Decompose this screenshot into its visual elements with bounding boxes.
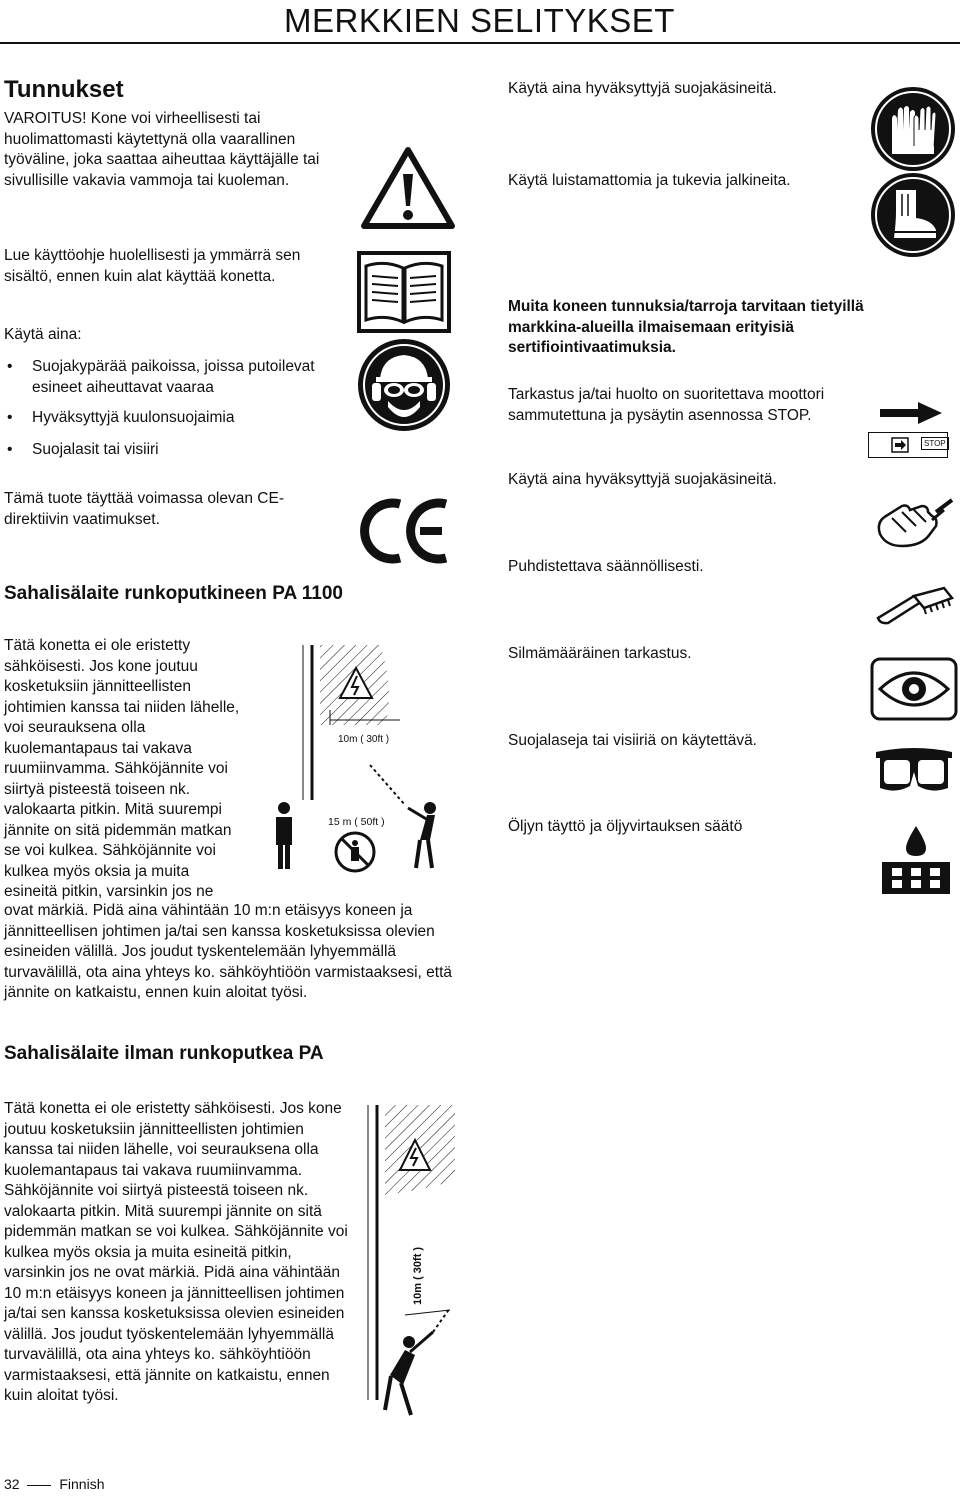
- text-line: valokaarta pitkin. Mitä suurempi: [4, 801, 222, 818]
- page-footer: [4, 1476, 105, 1492]
- text-line: jännite on sitä pidemmän matkan: [4, 821, 232, 839]
- warning-text: VAROITUS! Kone voi virheellisesti tai huolimattomasti käytettynä olla vaarallinen työväline, joka saattaa aiheuttaa käyttäjälle tai sivullisille vakavia vammoja tai kuoleman.: [4, 110, 320, 189]
- always-use-label: Käytä aina:: [4, 326, 82, 343]
- text-line: se voi kulkea. Sähköjännite voi: [4, 842, 216, 859]
- page-title: MERKKIEN SELITYKSET: [284, 2, 675, 39]
- boots-text: Käytä luistamattomia ja tukevia jalkineita.: [508, 172, 791, 189]
- goggles-icon: [872, 742, 956, 800]
- brush-icon: [872, 586, 956, 626]
- ce-text: Tämä tuote täyttää voimassa olevan CE-direktiivin vaatimukset.: [4, 490, 284, 528]
- list-item: • Suojalasit tai visiiri: [4, 440, 344, 461]
- text-line: kuolemantapaus tai vakava: [4, 739, 192, 757]
- arrow-right-icon: [878, 400, 944, 426]
- oil-text: Öljyn täyttö ja öljyvirtauksen säätö: [508, 818, 743, 835]
- ce-mark-icon: [358, 494, 452, 568]
- read-manual-text: Lue käyttöohje huolellisesti ja ymmärrä sen sisältö, ennen kuin alat käyttää konetta.: [4, 247, 301, 285]
- pa1100-text-wrap: [4, 636, 269, 903]
- clean-text: Puhdistettava säännöllisesti.: [508, 558, 704, 575]
- text-line: kosketuksiin jännitteellisten: [4, 678, 191, 695]
- pa-text: Tätä konetta ei ole eristetty sähköisesti. Jos kone joutuu kosketuksiin jännitteellisten johtimien kanssa tai niiden lähelle, voi seurauksena olla kuolemantapaus tai vakava ruumiinvamma. Sähköjännite voi siirtyä pisteestä toiseen nk. valokaarta pitkin. Mitä suurempi jännite on sitä pidemmän matkan se voi kulkea. Sähköjännite voi kulkea myös oksia ja muita esineitä pitkin, varsinkin jos ne ovat märkiä. Pidä aina vähintään 10 m:n etäisyys koneen ja jännitteellisen johtimen ja/tai sen kanssa kosketuksissa olevien esineiden välillä. Jos joudut työskentelemään lyhyemmällä turvavälillä, ota aina yhteys ko. sähköyhtiöön varmistaaksesi, että jännite on katkaistu, ennen kuin aloitat työsi.: [4, 1100, 348, 1404]
- markets-text: Muita koneen tunnuksia/tarroja tarvitaan tietyillä markkina-alueilla ilmaisemaan erityisiä sertifiointivaatimuksia.: [508, 298, 864, 356]
- stop-switch-icon: [868, 432, 948, 458]
- header-rule: [0, 42, 960, 44]
- inspection-stop-text: Tarkastus ja/tai huolto on suoritettava moottori sammutettuna ja pysäytin asennossa STOP.: [508, 386, 825, 424]
- text-line: sähköisesti. Jos kone joutuu: [4, 657, 198, 675]
- text-line: voi seurauksena olla: [4, 719, 146, 736]
- oil-chain-icon: [878, 824, 954, 900]
- section-title-pa1100: Sahalisälaite runkoputkineen PA 1100: [4, 583, 343, 604]
- page-number: 32: [4, 1476, 20, 1492]
- head-protection-icon: [356, 337, 452, 433]
- switch-arrow-icon: [891, 437, 909, 453]
- list-item: • Suojakypärää paikoissa, joissa putoilevat esineet aiheuttavat vaaraa: [4, 357, 344, 398]
- gloves-text-2: Käytä aina hyväksyttyjä suojakäsineitä.: [508, 471, 777, 488]
- distance-label-15m: 15 m ( 50ft ): [328, 816, 385, 828]
- stop-label: STOP: [921, 437, 949, 450]
- text-line: siirtyä pisteestä toiseen nk.: [4, 780, 191, 798]
- powerline-diagram-shaft: [270, 640, 440, 880]
- text-line: ruumiinvamma. Sähköjännite voi: [4, 760, 228, 777]
- powerline-diagram-noshaft: [355, 1100, 465, 1435]
- text-line: johtimien kanssa tai niiden lähelle,: [4, 698, 240, 716]
- list-item: • Hyväksyttyjä kuulonsuojaimia: [4, 408, 344, 429]
- goggles-text: Suojalaseja tai visiiriä on käytettävä.: [508, 732, 757, 749]
- section-title-symbols: Tunnukset: [4, 76, 124, 103]
- pa1100-text-full: ovat märkiä. Pidä aina vähintään 10 m:n etäisyys koneen ja jännitteellisen johtimen ja/tai sen kanssa kosketuksissa olevien esineiden välillä. Jos joudut tyskentelemään lyhyemmällä turvavälillä, ota aina yhteys ko. sähköyhtiöön varmistaaksesi, että jännite on katkaistu, ennen kuin aloitat työsi.: [4, 902, 453, 1001]
- section-title-pa: Sahalisälaite ilman runkoputkea PA: [4, 1043, 324, 1064]
- boots-icon: [870, 172, 956, 258]
- text-line: Tätä konetta ei ole eristetty: [4, 637, 191, 654]
- distance-label-10m: 10m ( 30ft ): [412, 1246, 424, 1305]
- book-icon: [356, 250, 452, 334]
- footer-dash: [27, 1485, 51, 1486]
- chain-glove-icon: [872, 494, 956, 556]
- text-line: kulkea myös oksia ja muita: [4, 862, 190, 880]
- gloves-icon: [870, 86, 956, 172]
- ppe-list: [4, 357, 344, 460]
- warning-triangle-icon: [360, 146, 456, 230]
- eye-icon: [870, 657, 958, 721]
- visual-inspection-text: Silmämääräinen tarkastus.: [508, 645, 692, 662]
- gloves-text: Käytä aina hyväksyttyjä suojakäsineitä.: [508, 80, 777, 97]
- footer-language: Finnish: [59, 1476, 105, 1492]
- page-header: [0, 0, 960, 44]
- distance-label-10m: 10m ( 30ft ): [338, 734, 390, 745]
- text-line: esineitä pitkin, varsinkin jos ne: [4, 883, 214, 900]
